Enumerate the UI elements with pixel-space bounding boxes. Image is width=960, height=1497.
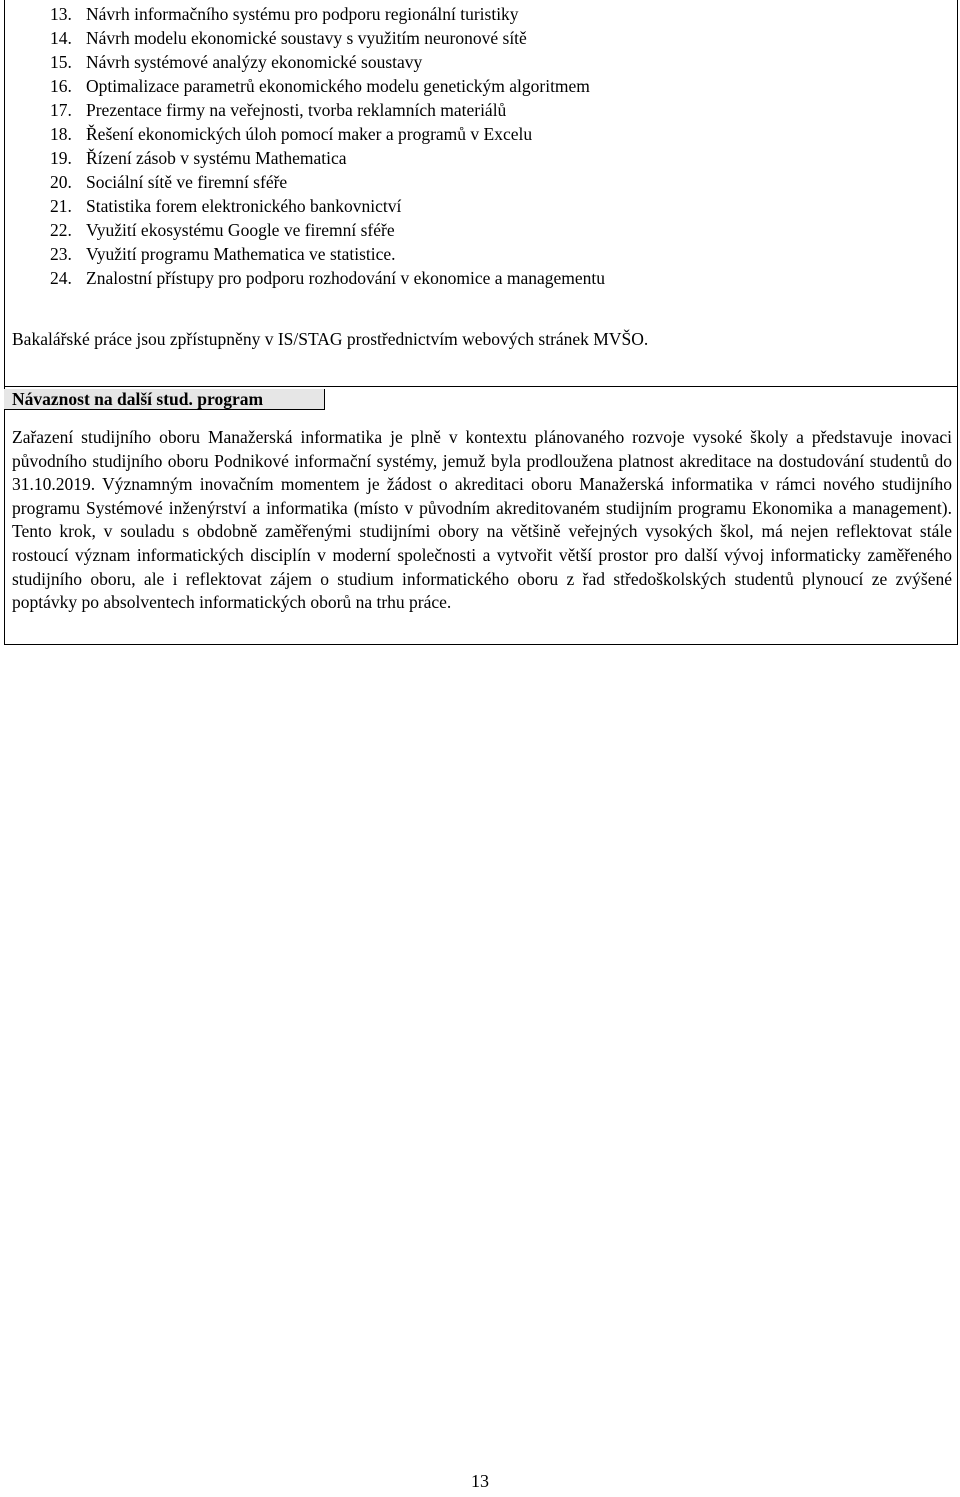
list-item: [50, 146, 605, 170]
list-item: [50, 74, 605, 98]
topic-title: Statistika forem elektronického bankovnictví: [86, 196, 402, 216]
list-item: [50, 50, 605, 74]
topic-title: Optimalizace parametrů ekonomického modelu genetickým algoritmem: [86, 76, 590, 96]
topic-number: 15.: [50, 52, 72, 72]
topic-title: Prezentace firmy na veřejnosti, tvorba reklamních materiálů: [86, 100, 507, 120]
section-heading: Návaznost na další stud. program: [4, 389, 325, 410]
list-item: [50, 122, 605, 146]
topic-number: 16.: [50, 76, 72, 96]
topic-number: 18.: [50, 124, 72, 144]
list-item: [50, 2, 605, 26]
topic-number: 21.: [50, 196, 72, 216]
topic-title: Sociální sítě ve firemní sféře: [86, 172, 288, 192]
topic-number: 14.: [50, 28, 72, 48]
topic-number: 22.: [50, 220, 72, 240]
topic-number: 20.: [50, 172, 72, 192]
topic-number: 19.: [50, 148, 72, 168]
topic-title: Návrh informačního systému pro podporu regionální turistiky: [86, 4, 519, 24]
topic-number: 17.: [50, 100, 72, 120]
topic-title: Řešení ekonomických úloh pomocí maker a programů v Excelu: [86, 124, 533, 144]
topic-number: 13.: [50, 4, 72, 24]
list-item: [50, 218, 605, 242]
list-item: [50, 242, 605, 266]
list-item: [50, 170, 605, 194]
access-note: Bakalářské práce jsou zpřístupněny v IS/STAG prostřednictvím webových stránek MVŠO.: [12, 329, 649, 349]
topic-list: [50, 2, 605, 290]
topic-title: Návrh systémové analýzy ekonomické soustavy: [86, 52, 423, 72]
topic-number: 24.: [50, 268, 72, 288]
topic-number: 23.: [50, 244, 72, 264]
topic-title: Znalostní přístupy pro podporu rozhodování v ekonomice a managementu: [86, 268, 606, 288]
list-item: [50, 266, 605, 290]
topic-title: Využití programu Mathematica ve statistice.: [86, 244, 396, 264]
topic-title: Využití ekosystému Google ve firemní sféře: [86, 220, 395, 240]
list-item: [50, 194, 605, 218]
list-item: [50, 98, 605, 122]
list-item: [50, 26, 605, 50]
page-number: 13: [471, 1471, 489, 1491]
section-paragraph: Zařazení studijního oboru Manažerská informatika je plně v kontextu plánovaného rozvoje vysoké školy a představuje inovaci původního studijního oboru Podnikové informační systémy, jemuž byla prodloužena platnost akreditace na dostudování studentů do 31.10.2019. Významným inovačním momentem je žádost o akreditaci oboru Manažerská informatika v rámci nového studijního programu Systémové inženýrství a informatika (místo v původním akreditovaném studijním programu Ekonomika a management). Tento krok, v souladu s obdobně zaměřenými studijními obory na většině veřejných vysokých škol, má nejen reflektovat stále rostoucí význam informatických disciplín v moderní společnosti a vytvořit větší prostor pro další vývoj informaticky zaměřeného studijního oboru, ale i reflektovat zájem o studium informatického oboru z řad středoškolských studentů plynoucí ze zvýšené poptávky po absolventech informatických oborů na trhu práce.: [12, 427, 952, 613]
topic-title: Řízení zásob v systému Mathematica: [86, 148, 347, 168]
section-divider: [4, 386, 958, 387]
topic-title: Návrh modelu ekonomické soustavy s využitím neuronové sítě: [86, 28, 527, 48]
